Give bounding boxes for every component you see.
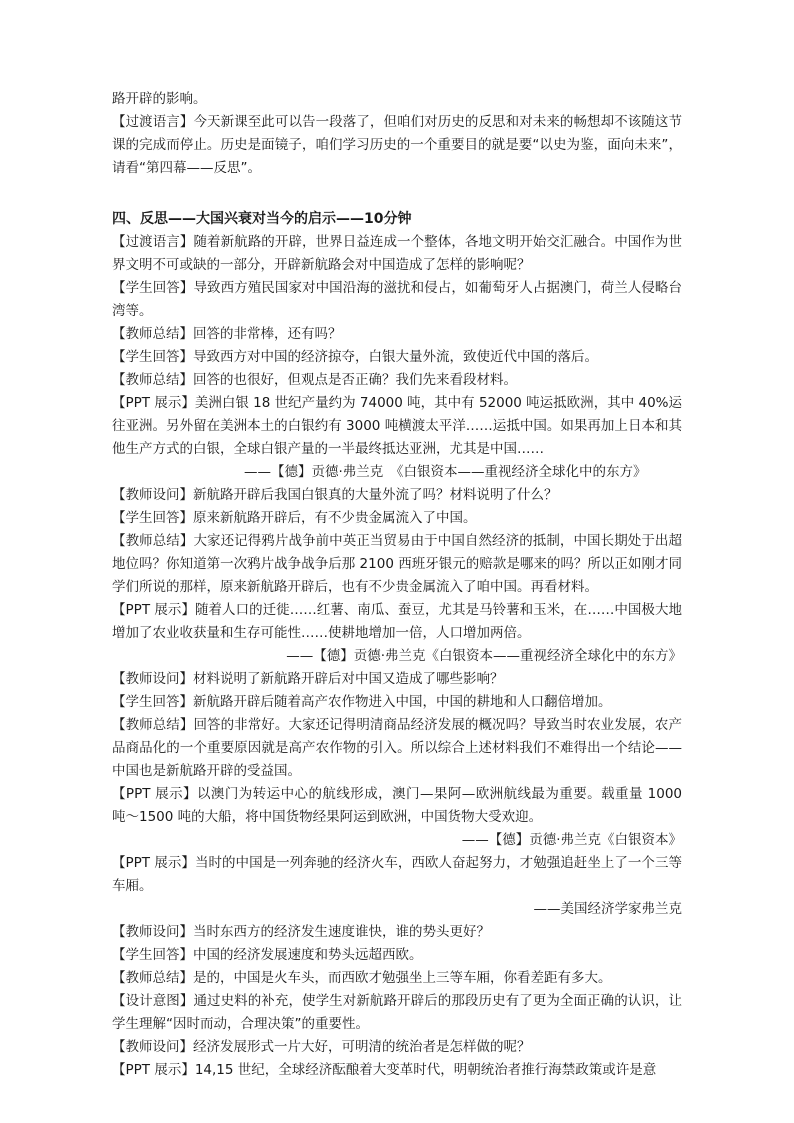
text-line: 路开辟的影响。 [112,91,207,107]
design-intent: 【设计意图】通过史料的补充，使学生对新航路开辟后的那段历史有了更为全面正确的认识，让学生理解“因时而动，合理决策”的重要性。 [112,993,682,1032]
section-heading: 四、反思——大国兴衰对当今的启示——10分钟 [112,211,412,227]
student-answer: 【学生回答】中国的经济发展速度和势头远超西欧。 [112,947,423,963]
ppt-material: 【PPT 展示】以澳门为转运中心的航线形成，澳门—果阿—欧洲航线最为重要。载重量 1000 吨～1500 吨的大船，将中国货物经果阿运到欧洲，中国货物大受欢迎。 [112,786,682,825]
teacher-question: 【教师设问】新航路开辟后我国白银真的大量外流了吗？材料说明了什么？ [112,487,558,503]
teacher-summary: 【教师总结】回答的非常棒，还有吗？ [112,326,342,342]
teacher-question: 【教师设问】当时东西方的经济发生速度谁快，谁的势头更好？ [112,924,490,940]
ppt-material: 【PPT 展示】当时的中国是一列奔驰的经济火车，西欧人奋起努力，才勉强追赶坐上了一个三等车厢。 [112,855,682,894]
source-citation: ——美国经济学家弗兰克 [533,901,682,917]
student-answer: 【学生回答】原来新航路开辟后，有不少贵金属流入了中国。 [112,510,477,526]
student-answer: 【学生回答】导致西方对中国的经济掠夺，白银大量外流，致使近代中国的落后。 [112,349,598,365]
teacher-summary: 【教师总结】大家还记得鸦片战争前中英正当贸易由于中国自然经济的抵制，中国长期处于出超地位吗？你知道第一次鸦片战争战争后那 2100 西班牙银元的赔款是哪来的吗？所以正如刚才同学们所说的那样，原来新航路开辟后，也有不少贵金属流入了咱中国。再看材料。 [112,533,682,595]
document-page [112,88,682,1082]
source-citation: ——【德】贡德·弗兰克《白银资本——重视经济全球化中的东方》 [286,648,682,664]
ppt-material: 【PPT 展示】14,15 世纪，全球经济酝酿着大变革时代，明朝统治者推行海禁政策或许是意 [112,1062,657,1078]
source-citation: ——【德】贡德·弗兰克《白银资本》 [461,832,682,848]
teacher-question: 【教师设问】材料说明了新航路开辟后对中国又造成了哪些影响？ [112,671,504,687]
teacher-summary: 【教师总结】回答的也很好，但观点是否正确？我们先来看段材料。 [112,372,517,388]
teacher-summary: 【教师总结】回答的非常好。大家还记得明清商品经济发展的概况吗？导致当时农业发展，农产品商品化的一个重要原因就是高产农作物的引入。所以综合上述材料我们不难得出一个结论——中国也是新航路开辟的受益国。 [112,717,682,779]
ppt-material: 【PPT 展示】随着人口的迁徙……红薯、南瓜、蚕豆，尤其是马铃薯和玉米，在……中国极大地增加了农业收获量和生存可能性……使耕地增加一倍，人口增加两倍。 [112,602,682,641]
teacher-question: 【教师设问】经济发展形式一片大好，可明清的统治者是怎样做的呢？ [112,1039,531,1055]
transition-paragraph: 【过渡语言】今天新课至此可以告一段落了，但咱们对历史的反思和对未来的畅想却不该随这节课的完成而停止。历史是面镜子，咱们学习历史的一个重要目的就是要“以史为鉴，面向未来”，请看“第四幕——反思”。 [112,114,682,176]
student-answer: 【学生回答】新航路开辟后随着高产农作物进入中国，中国的耕地和人口翻倍增加。 [112,694,612,710]
teacher-summary: 【教师总结】是的，中国是火车头，而西欧才勉强坐上三等车厢，你看差距有多大。 [112,970,612,986]
transition-paragraph: 【过渡语言】随着新航路的开辟，世界日益连成一个整体，各地文明开始交汇融合。中国作为世界文明不可或缺的一部分，开辟新航路会对中国造成了怎样的影响呢？ [112,234,682,273]
ppt-material: 【PPT 展示】美洲白银 18 世纪产量约为 74000 吨，其中有 52000 吨运抵欧洲，其中 40%运往亚洲。另外留在美洲本土的白银约有 3000 吨横渡太平洋……运抵中国。如果再加上日本和其他生产方式的白银，全球白银产量的一半最终抵达亚洲，尤其是中国…… [112,395,682,457]
source-citation: ——【德】贡德·弗兰克 《白银资本——重视经济全球化中的东方》 [244,464,647,480]
student-answer: 【学生回答】导致西方殖民国家对中国沿海的滋扰和侵占，如葡萄牙人占据澳门，荷兰人侵略台湾等。 [112,280,682,319]
